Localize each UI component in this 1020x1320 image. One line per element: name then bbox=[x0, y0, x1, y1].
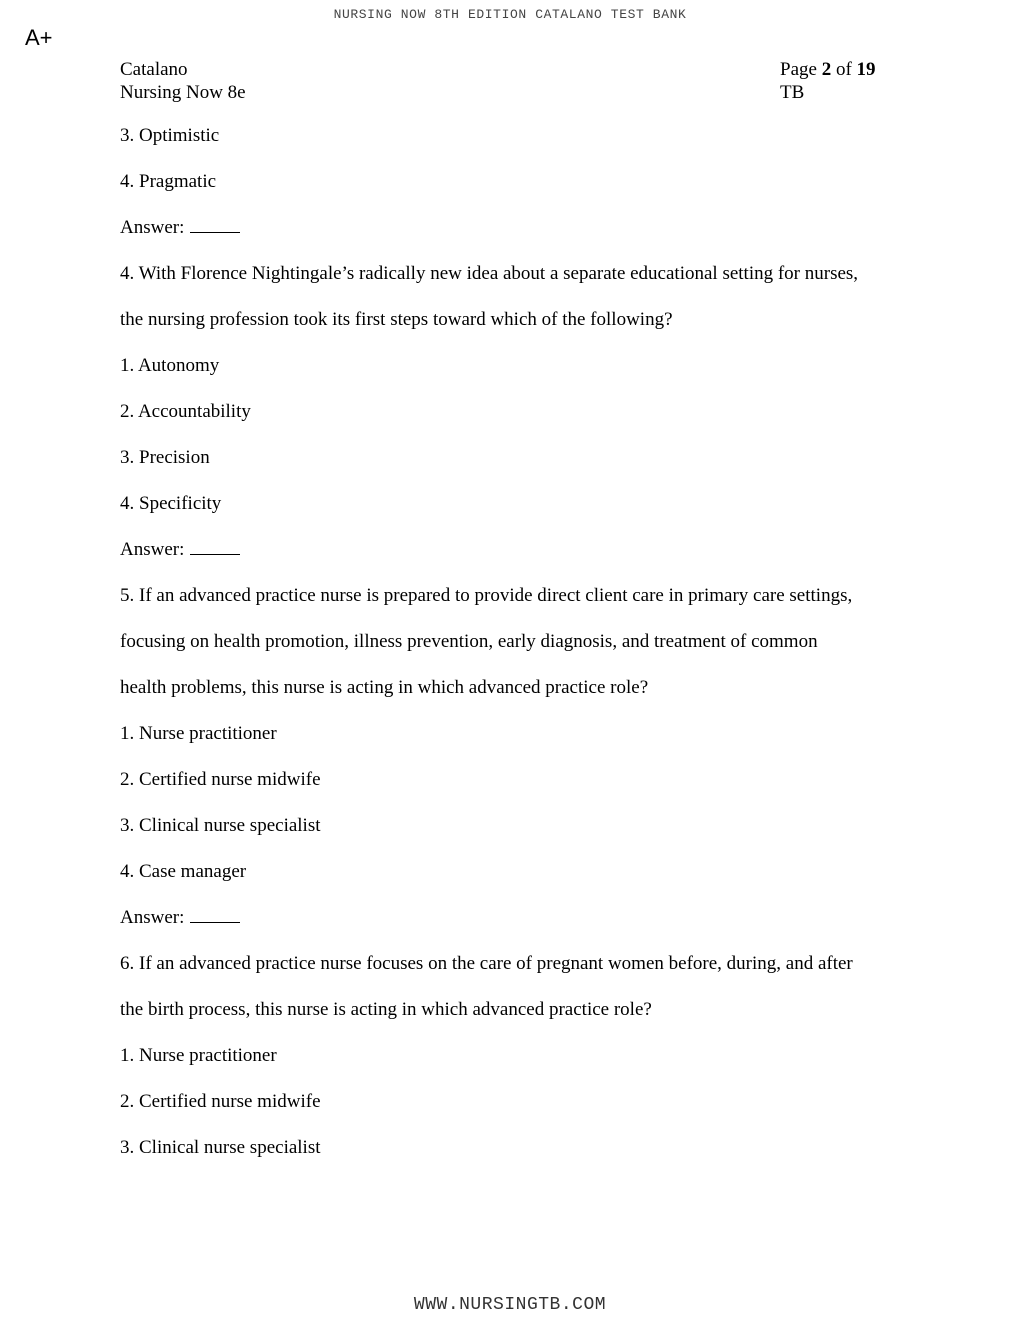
option-line: 4. Specificity bbox=[120, 493, 222, 514]
question-line: the birth process, this nurse is acting in which advanced practice role? bbox=[120, 999, 652, 1020]
header-doc-type: TB bbox=[780, 82, 805, 103]
header-left bbox=[120, 58, 246, 104]
header-author: Catalano bbox=[120, 59, 188, 80]
option-line: 4. Case manager bbox=[120, 861, 247, 882]
option-line: 2. Certified nurse midwife bbox=[120, 769, 321, 790]
option-line: 3. Clinical nurse specialist bbox=[120, 1137, 321, 1158]
answer-line bbox=[120, 205, 910, 251]
question-line: the nursing profession took its first steps toward which of the following? bbox=[120, 309, 673, 330]
option-line: 1. Nurse practitioner bbox=[120, 723, 277, 744]
option-line: 3. Precision bbox=[120, 447, 210, 468]
answer-label: Answer: bbox=[120, 907, 185, 928]
option-line: 2. Accountability bbox=[120, 401, 251, 422]
header-book-title: Nursing Now 8e bbox=[120, 82, 246, 103]
question-line: 6. If an advanced practice nurse focuses on the care of pregnant women before, during, and after bbox=[120, 953, 853, 974]
page-total: 19 bbox=[856, 59, 876, 80]
answer-label: Answer: bbox=[120, 217, 185, 238]
answer-line bbox=[120, 895, 910, 941]
grade-mark: A+ bbox=[25, 25, 53, 50]
option-line: 1. Nurse practitioner bbox=[120, 1045, 277, 1066]
option-line: 2. Certified nurse midwife bbox=[120, 1091, 321, 1112]
question-line: 5. If an advanced practice nurse is prepared to provide direct client care in primary care settings, bbox=[120, 585, 853, 606]
question-line: 4. With Florence Nightingale’s radically new idea about a separate educational setting for nurses, bbox=[120, 263, 859, 284]
option-line: 3. Clinical nurse specialist bbox=[120, 815, 321, 836]
answer-blank bbox=[190, 218, 240, 233]
answer-blank bbox=[190, 908, 240, 923]
page-of: of bbox=[835, 59, 852, 80]
answer-line bbox=[120, 527, 910, 573]
question-content bbox=[120, 113, 910, 1171]
question-line: health problems, this nurse is acting in which advanced practice role? bbox=[120, 677, 649, 698]
page-indicator bbox=[780, 58, 876, 81]
footer-website: WWW.NURSINGTB.COM bbox=[413, 1295, 607, 1315]
option-line: 3. Optimistic bbox=[120, 125, 220, 146]
option-line: 1. Autonomy bbox=[120, 355, 220, 376]
answer-blank bbox=[190, 540, 240, 555]
page-word: Page bbox=[780, 59, 817, 80]
document-banner: NURSING NOW 8TH EDITION CATALANO TEST BANK bbox=[333, 7, 687, 22]
question-line: focusing on health promotion, illness prevention, early diagnosis, and treatment of common bbox=[120, 631, 818, 652]
header-right bbox=[780, 58, 876, 104]
page-current: 2 bbox=[821, 59, 832, 80]
answer-label: Answer: bbox=[120, 539, 185, 560]
option-line: 4. Pragmatic bbox=[120, 171, 217, 192]
